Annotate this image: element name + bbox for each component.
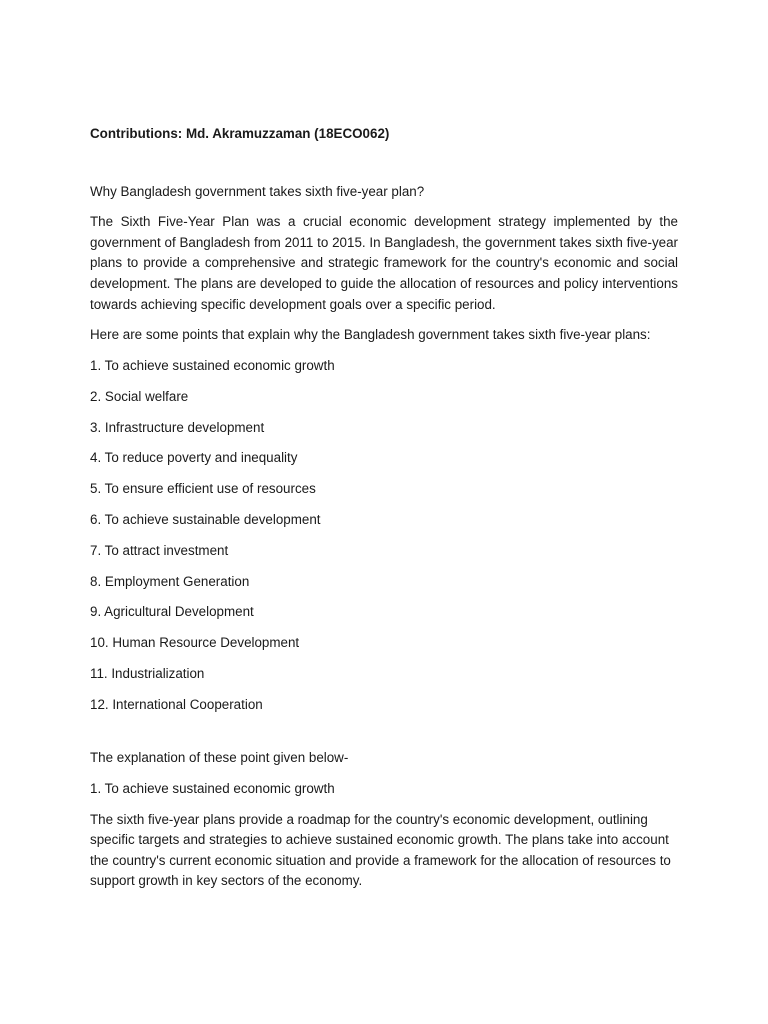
- list-item: 9. Agricultural Development: [90, 604, 254, 620]
- list-item: 11. Industrialization: [90, 665, 205, 681]
- list-item: 12. International Cooperation: [90, 696, 263, 712]
- explanation-title: 1. To achieve sustained economic growth: [90, 780, 335, 796]
- question-heading: Why Bangladesh government takes sixth five-year plan?: [90, 183, 425, 199]
- list-item: 10. Human Resource Development: [90, 635, 300, 651]
- list-item: 7. To attract investment: [90, 542, 229, 558]
- list-item: 5. To ensure efficient use of resources: [90, 481, 316, 497]
- points-list: [90, 356, 678, 715]
- intro-paragraph: The Sixth Five-Year Plan was a crucial economic development strategy implemented by the government of Bangladesh from 2011 to 2015. In Bangladesh, the government takes sixth five-year plans to provide a comprehensive and strategic framework for the country's economic and social development. The plans are developed to guide the allocation of resources and policy interventions towards achieving specific development goals over a specific period.: [90, 214, 678, 312]
- list-item: 8. Employment Generation: [90, 573, 250, 589]
- explanation-intro: The explanation of these point given below-: [90, 750, 349, 766]
- list-item: 1. To achieve sustained economic growth: [90, 358, 335, 374]
- list-item: 4. To reduce poverty and inequality: [90, 450, 298, 466]
- list-item: 3. Infrastructure development: [90, 419, 265, 435]
- contributions-line: Contributions: Md. Akramuzzaman (18ECO062): [90, 126, 390, 141]
- points-intro: Here are some points that explain why the Bangladesh government takes sixth five-year plans:: [90, 327, 651, 343]
- explanation-paragraph: The sixth five-year plans provide a roadmap for the country's economic development, outlining specific targets and strategies to achieve sustained economic growth. The plans take into account the country's current economic situation and provide a framework for the allocation of resources to support growth in key sectors of the economy.: [90, 811, 671, 889]
- document-body: [90, 124, 678, 892]
- list-item: 6. To achieve sustainable development: [90, 512, 321, 528]
- list-item: 2. Social welfare: [90, 388, 189, 404]
